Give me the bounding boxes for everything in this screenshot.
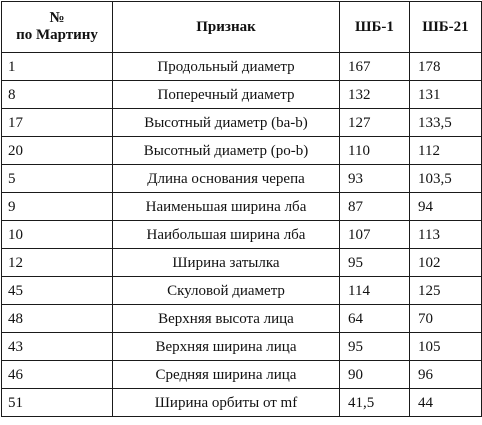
table-row [2,193,482,221]
cell-sample-1: 95 [340,333,410,361]
cell-trait: Ширина орбиты от mf [113,389,340,417]
cell-trait: Наибольшая ширина лба [113,221,340,249]
cell-martin-number: 45 [2,277,113,305]
cell-sample-21: 133,5 [410,109,482,137]
cell-sample-1: 64 [340,305,410,333]
cell-sample-21: 44 [410,389,482,417]
header-trait: Признак [113,2,340,53]
table-row [2,389,482,417]
cell-sample-1: 87 [340,193,410,221]
table-row [2,249,482,277]
cell-martin-number: 12 [2,249,113,277]
cell-sample-1: 93 [340,165,410,193]
cell-sample-1: 132 [340,81,410,109]
cell-sample-21: 113 [410,221,482,249]
table-row [2,305,482,333]
cell-martin-number: 46 [2,361,113,389]
cell-sample-21: 105 [410,333,482,361]
cell-trait: Верхняя ширина лица [113,333,340,361]
cell-trait: Продольный диаметр [113,53,340,81]
cell-trait: Верхняя высота лица [113,305,340,333]
cell-trait: Поперечный диаметр [113,81,340,109]
cell-martin-number: 43 [2,333,113,361]
table-row [2,53,482,81]
cell-sample-1: 107 [340,221,410,249]
cell-trait: Длина основания черепа [113,165,340,193]
table-row [2,81,482,109]
cell-sample-21: 125 [410,277,482,305]
header-martin-number [2,2,113,53]
cell-sample-21: 70 [410,305,482,333]
cell-sample-21: 112 [410,137,482,165]
cell-sample-1: 110 [340,137,410,165]
cell-sample-1: 90 [340,361,410,389]
cell-sample-1: 95 [340,249,410,277]
header-row [2,2,482,53]
measurements-table [1,1,482,417]
cell-sample-21: 131 [410,81,482,109]
cell-trait: Средняя ширина лица [113,361,340,389]
cell-martin-number: 20 [2,137,113,165]
cell-trait: Наименьшая ширина лба [113,193,340,221]
cell-sample-1: 114 [340,277,410,305]
cell-martin-number: 1 [2,53,113,81]
table-row [2,165,482,193]
cell-martin-number: 5 [2,165,113,193]
table-row [2,277,482,305]
header-martin-number-line1: № [49,10,65,26]
table-row [2,137,482,165]
table-row [2,333,482,361]
cell-martin-number: 51 [2,389,113,417]
table-row [2,221,482,249]
cell-martin-number: 48 [2,305,113,333]
table-row [2,109,482,137]
cell-sample-21: 94 [410,193,482,221]
cell-trait: Высотный диаметр (po-b) [113,137,340,165]
table-row [2,361,482,389]
cell-trait: Ширина затылка [113,249,340,277]
cell-sample-21: 103,5 [410,165,482,193]
cell-martin-number: 17 [2,109,113,137]
header-martin-number-line2: по Мартину [16,27,98,43]
cell-martin-number: 10 [2,221,113,249]
cell-sample-21: 96 [410,361,482,389]
header-sample-1: ШБ-1 [340,2,410,53]
cell-trait: Скуловой диаметр [113,277,340,305]
cell-martin-number: 8 [2,81,113,109]
cell-sample-21: 178 [410,53,482,81]
cell-martin-number: 9 [2,193,113,221]
cell-sample-1: 127 [340,109,410,137]
cell-sample-1: 41,5 [340,389,410,417]
cell-sample-1: 167 [340,53,410,81]
cell-trait: Высотный диаметр (ba-b) [113,109,340,137]
cell-sample-21: 102 [410,249,482,277]
header-sample-21: ШБ-21 [410,2,482,53]
